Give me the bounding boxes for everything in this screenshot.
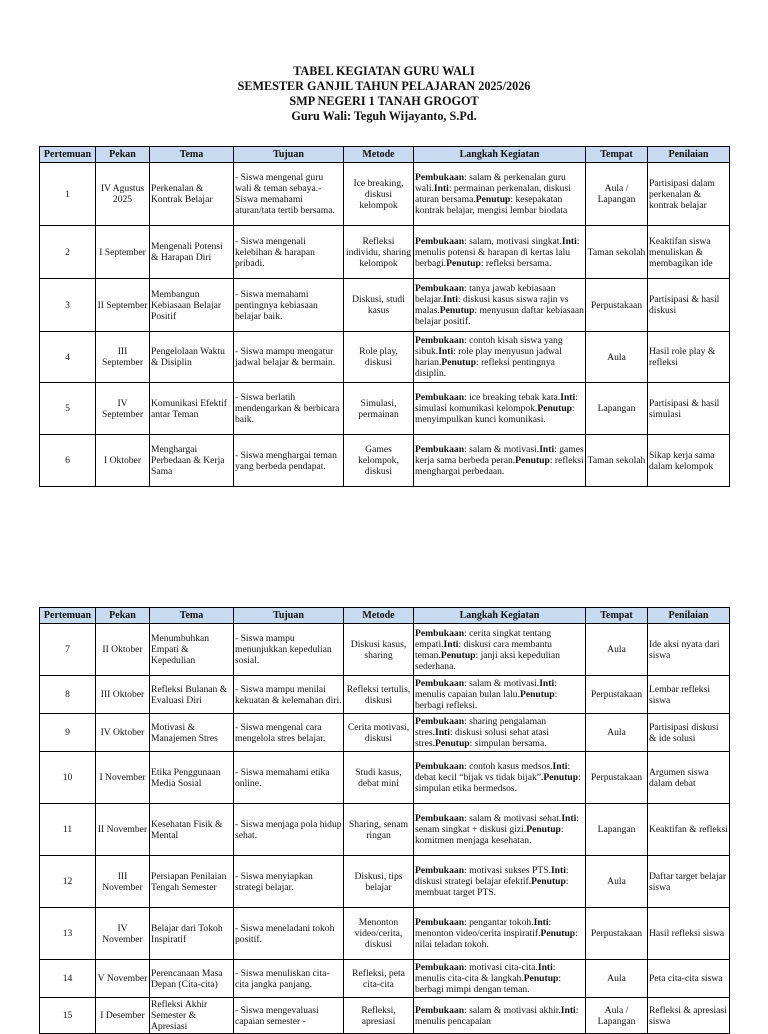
cell-tujuan: - Siswa mengenal guru wali & teman sebaya.- Siswa memahami aturan/tata tertib bersama. bbox=[234, 163, 344, 226]
step-text-penutup: : komitmen menjaga kesehatan. bbox=[415, 824, 564, 846]
cell-langkah-kegiatan bbox=[414, 804, 586, 856]
step-text-penutup: : refleksi menghargai perbedaan. bbox=[415, 455, 584, 477]
step-text-penutup: : berbagi mimpi dengan teman. bbox=[415, 973, 562, 995]
step-text-pembukaan: : sharing pengalaman stres. bbox=[415, 716, 547, 738]
step-label-penutup: Penutup bbox=[439, 305, 475, 316]
activity-table-2 bbox=[39, 607, 730, 1034]
step-label-pembukaan: Pembukaan bbox=[415, 716, 465, 727]
cell-tempat: Aula bbox=[586, 624, 648, 676]
step-text-pembukaan: : motivasi cita-cita. bbox=[464, 962, 538, 973]
cell-metode: Refleksi tertulis, diskusi bbox=[344, 676, 414, 714]
cell-tema: Persiapan Penilaian Tengah Semester bbox=[150, 856, 234, 908]
step-label-inti: Inti bbox=[442, 294, 458, 305]
cell-tema: Belajar dari Tokoh Inspiratif bbox=[150, 908, 234, 960]
cell-tempat: Perpustakaan bbox=[586, 676, 648, 714]
cell-pekan: IV September bbox=[96, 383, 150, 435]
cell-langkah-kegiatan bbox=[414, 279, 586, 332]
step-text-inti: : simulasi komunikasi kelompok. bbox=[415, 392, 578, 414]
cell-metode: Diskusi, studi kasus bbox=[344, 279, 414, 332]
step-label-penutup: Penutup bbox=[446, 257, 481, 269]
cell-tempat: Lapangan bbox=[586, 804, 648, 856]
step-text-penutup: : janji aksi kepedulian sederhana. bbox=[415, 649, 560, 672]
step-text-penutup: : membuat target PTS. bbox=[415, 876, 569, 898]
step-text-pembukaan: : salam & motivasi. bbox=[464, 444, 540, 455]
cell-tema: Mengenali Potensi & Harapan Diri bbox=[150, 226, 234, 279]
step-label-pembukaan: Pembukaan bbox=[415, 172, 465, 183]
step-label-inti: Inti bbox=[560, 392, 576, 403]
table-row bbox=[40, 624, 730, 676]
step-label-inti: Inti bbox=[550, 865, 566, 876]
step-label-inti: Inti bbox=[552, 761, 568, 772]
cell-tujuan: - Siswa menuliskan cita-cita jangka panjang. bbox=[234, 960, 344, 998]
cell-langkah-kegiatan bbox=[414, 163, 586, 226]
table-row bbox=[40, 435, 730, 487]
cell-tujuan: - Siswa berlatih mendengarkan & berbicara baik. bbox=[234, 383, 344, 435]
cell-langkah-kegiatan bbox=[414, 998, 586, 1034]
cell-tujuan: - Siswa meneladani tokoh positif. bbox=[234, 908, 344, 960]
cell-tema: Membangun Kebiasaan Belajar Positif bbox=[150, 279, 234, 332]
step-label-penutup: Penutup bbox=[523, 973, 559, 984]
cell-langkah-kegiatan bbox=[414, 908, 586, 960]
cell-pekan: II September bbox=[96, 279, 150, 332]
table-row bbox=[40, 676, 730, 714]
table-row bbox=[40, 163, 730, 226]
step-text-inti: : debat kecil “bijak vs tidak bijak”. bbox=[415, 761, 571, 783]
table-row bbox=[40, 714, 730, 752]
cell-metode: Role play, diskusi bbox=[344, 332, 414, 383]
cell-pekan: II November bbox=[96, 804, 150, 856]
cell-tema: Etika Penggunaan Media Sosial bbox=[150, 752, 234, 804]
header-row bbox=[40, 608, 730, 624]
cell-tema: Kesehatan Fisik & Mental bbox=[150, 804, 234, 856]
step-text-pembukaan: : cerita singkat tentang empati. bbox=[415, 627, 552, 650]
cell-pekan: III September bbox=[96, 332, 150, 383]
cell-tujuan: - Siswa mampu menilai kekuatan & kelemahan diri. bbox=[234, 676, 344, 714]
header-metode: Metode bbox=[344, 147, 414, 163]
cell-tema: Perkenalan & Kontrak Belajar bbox=[150, 163, 234, 226]
cell-metode: Simulasi, permainan bbox=[344, 383, 414, 435]
cell-pertemuan: 4 bbox=[40, 332, 96, 383]
cell-tempat: Perpustakaan bbox=[586, 279, 648, 332]
cell-pekan: I Oktober bbox=[96, 435, 150, 487]
cell-pekan: I Desember bbox=[96, 998, 150, 1034]
table-row bbox=[40, 908, 730, 960]
cell-langkah-kegiatan bbox=[414, 383, 586, 435]
step-label-inti: Inti bbox=[537, 962, 553, 973]
step-label-penutup: Penutup bbox=[475, 194, 511, 205]
cell-langkah-kegiatan bbox=[414, 332, 586, 383]
step-text-pembukaan: : contoh kasus medsos. bbox=[464, 761, 553, 772]
header-row bbox=[40, 147, 730, 163]
step-text-pembukaan: : salam & motivasi. bbox=[464, 678, 540, 689]
step-label-penutup: Penutup bbox=[526, 824, 561, 835]
step-label-penutup: Penutup bbox=[434, 738, 470, 749]
step-text-inti: : permainan perkenalan, diskusi aturan bersama. bbox=[415, 183, 571, 205]
cell-penilaian: Partisipasi diskusi & ide solusi bbox=[648, 714, 730, 752]
header-tema: Tema bbox=[150, 147, 234, 163]
cell-pekan: III Oktober bbox=[96, 676, 150, 714]
step-label-penutup: Penutup bbox=[441, 357, 477, 368]
step-label-inti: Inti bbox=[443, 638, 459, 650]
step-text-penutup: : berbagi refleksi. bbox=[415, 689, 558, 711]
cell-metode: Sharing, senam ringan bbox=[344, 804, 414, 856]
step-text-pembukaan: : pengantar tokoh. bbox=[464, 917, 534, 928]
step-label-pembukaan: Pembukaan bbox=[415, 813, 465, 824]
step-text-penutup: : simpulan etika bermedsos. bbox=[415, 772, 581, 794]
table-row bbox=[40, 332, 730, 383]
cell-tempat: Lapangan bbox=[586, 383, 648, 435]
cell-tujuan: - Siswa menghargai teman yang berbeda pendapat. bbox=[234, 435, 344, 487]
step-text-penutup: : menyusun daftar kebiasaan belajar positif. bbox=[415, 305, 584, 327]
step-label-inti: Inti bbox=[561, 813, 577, 824]
cell-pertemuan: 3 bbox=[40, 279, 96, 332]
cell-tempat: Aula bbox=[586, 714, 648, 752]
cell-tempat: Perpustakaan bbox=[586, 752, 648, 804]
cell-tema: Motivasi & Manajemen Stres bbox=[150, 714, 234, 752]
step-label-pembukaan: Pembukaan bbox=[415, 678, 465, 689]
cell-pertemuan: 8 bbox=[40, 676, 96, 714]
step-text-pembukaan: : tanya jawab kebiasaan belajar. bbox=[415, 283, 556, 305]
step-label-inti: Inti bbox=[434, 727, 450, 738]
step-text-inti: : menonton video/cerita inspiratif. bbox=[415, 917, 552, 939]
cell-penilaian: Peta cita-cita siswa bbox=[648, 960, 730, 998]
step-label-penutup: Penutup bbox=[515, 455, 550, 466]
cell-metode: Menonton video/cerita, diskusi bbox=[344, 908, 414, 960]
cell-metode: Studi kasus, debat mini bbox=[344, 752, 414, 804]
cell-pekan: IV Oktober bbox=[96, 714, 150, 752]
step-label-penutup: Penutup bbox=[440, 649, 476, 661]
cell-pekan: I November bbox=[96, 752, 150, 804]
table-row bbox=[40, 856, 730, 908]
step-label-pembukaan: Pembukaan bbox=[415, 335, 465, 346]
table-row bbox=[40, 279, 730, 332]
cell-tujuan: - Siswa memahami etika online. bbox=[234, 752, 344, 804]
step-label-inti: Inti bbox=[561, 235, 577, 247]
cell-tempat: Aula bbox=[586, 960, 648, 998]
cell-pertemuan: 5 bbox=[40, 383, 96, 435]
step-text-pembukaan: : salam & motivasi sehat. bbox=[464, 813, 562, 824]
cell-penilaian: Partisipasi dalam perkenalan & kontrak belajar bbox=[648, 163, 730, 226]
step-text-inti: : diskusi solusi sehat atasi stres. bbox=[415, 727, 550, 749]
cell-langkah-kegiatan bbox=[414, 960, 586, 998]
cell-pekan: V November bbox=[96, 960, 150, 998]
step-text-pembukaan: : salam, motivasi singkat. bbox=[464, 235, 562, 247]
cell-metode: Refleksi individu, sharing kelompok bbox=[344, 226, 414, 279]
cell-pekan: III November bbox=[96, 856, 150, 908]
cell-langkah-kegiatan bbox=[414, 676, 586, 714]
cell-penilaian: Ide aksi nyata dari siswa bbox=[648, 624, 730, 676]
cell-penilaian: Argumen siswa dalam debat bbox=[648, 752, 730, 804]
step-label-pembukaan: Pembukaan bbox=[415, 392, 465, 403]
step-text-inti: : menulis capaian bulan lalu. bbox=[415, 678, 557, 700]
cell-pekan: IV November bbox=[96, 908, 150, 960]
cell-metode: Games kelompok, diskusi bbox=[344, 435, 414, 487]
cell-tema: Komunikasi Efektif antar Teman bbox=[150, 383, 234, 435]
step-label-pembukaan: Pembukaan bbox=[415, 917, 465, 928]
cell-tema: Refleksi Bulanan & Evaluasi Diri bbox=[150, 676, 234, 714]
cell-penilaian: Partisipasi & hasil diskusi bbox=[648, 279, 730, 332]
table-row bbox=[40, 752, 730, 804]
step-text-penutup: : menyimpulkan kunci komunikasi. bbox=[415, 403, 575, 425]
step-text-inti: : menulis pencapaian bbox=[415, 1004, 579, 1027]
step-text-inti: : games kerja sama berbeda peran. bbox=[415, 444, 584, 466]
cell-langkah-kegiatan bbox=[414, 752, 586, 804]
header-tujuan: Tujuan bbox=[234, 608, 344, 624]
table-row bbox=[40, 226, 730, 279]
step-text-penutup: : nilai teladan tokoh. bbox=[415, 928, 578, 950]
header-langkah: Langkah Kegiatan bbox=[414, 147, 586, 163]
cell-pertemuan: 14 bbox=[40, 960, 96, 998]
header-pertemuan: Pertemuan bbox=[40, 147, 96, 163]
cell-langkah-kegiatan bbox=[414, 226, 586, 279]
cell-tema: Refleksi Akhir Semester & Apresiasi bbox=[150, 998, 234, 1034]
step-label-pembukaan: Pembukaan bbox=[415, 283, 465, 294]
cell-pertemuan: 11 bbox=[40, 804, 96, 856]
cell-tujuan: - Siswa mengenal cara mengelola stres belajar. bbox=[234, 714, 344, 752]
step-label-inti: Inti bbox=[560, 1004, 576, 1016]
header-penilaian: Penilaian bbox=[648, 147, 730, 163]
step-label-inti: Inti bbox=[433, 183, 449, 194]
header-langkah: Langkah Kegiatan bbox=[414, 608, 586, 624]
cell-tujuan: - Siswa mampu mengatur jadwal belajar & bermain. bbox=[234, 332, 344, 383]
cell-penilaian: Partisipasi & hasil simulasi bbox=[648, 383, 730, 435]
step-text-inti: : senam singkat + diskusi gizi. bbox=[415, 813, 579, 835]
cell-pekan: I September bbox=[96, 226, 150, 279]
cell-metode: Cerita motivasi, diskusi bbox=[344, 714, 414, 752]
title-line-1: TABEL KEGIATAN GURU WALI bbox=[293, 64, 475, 78]
step-text-inti: : role play menyusun jadwal harian. bbox=[415, 346, 562, 368]
title-line-4: Guru Wali: Teguh Wijayanto, S.Pd. bbox=[291, 109, 477, 123]
step-label-pembukaan: Pembukaan bbox=[415, 1004, 465, 1016]
step-label-penutup: Penutup bbox=[537, 403, 572, 414]
cell-pekan: II Oktober bbox=[96, 624, 150, 676]
cell-metode: Diskusi kasus, sharing bbox=[344, 624, 414, 676]
step-label-pembukaan: Pembukaan bbox=[415, 865, 465, 876]
cell-pertemuan: 6 bbox=[40, 435, 96, 487]
step-label-pembukaan: Pembukaan bbox=[415, 627, 465, 639]
step-text-pembukaan: : salam & perkenalan guru wali. bbox=[415, 172, 566, 194]
cell-langkah-kegiatan bbox=[414, 856, 586, 908]
step-text-pembukaan: : contoh kisah siswa yang sibuk. bbox=[415, 335, 563, 357]
step-text-inti: : diskusi kasus siswa rajin vs malas. bbox=[415, 294, 569, 316]
header-tempat: Tempat bbox=[586, 147, 648, 163]
cell-tempat: Aula bbox=[586, 856, 648, 908]
cell-metode: Refleksi, apresiasi bbox=[344, 998, 414, 1034]
cell-pertemuan: 1 bbox=[40, 163, 96, 226]
cell-penilaian: Lembar refleksi siswa bbox=[648, 676, 730, 714]
cell-penilaian: Keaktifan siswa menuliskan & membagikan ide bbox=[648, 226, 730, 279]
step-text-penutup: : refleksi pentingnya disiplin. bbox=[415, 357, 555, 379]
header-pertemuan: Pertemuan bbox=[40, 608, 96, 624]
step-label-inti: Inti bbox=[539, 444, 555, 455]
step-label-inti: Inti bbox=[533, 917, 549, 928]
title-line-3: SMP NEGERI 1 TANAH GROGOT bbox=[289, 94, 479, 108]
step-text-penutup: : refleksi bersama. bbox=[480, 257, 552, 269]
cell-tujuan: - Siswa memahami pentingnya kebiasaan belajar baik. bbox=[234, 279, 344, 332]
cell-penilaian: Sikap kerja sama dalam kelompok bbox=[648, 435, 730, 487]
cell-tempat: Aula / Lapangan bbox=[586, 998, 648, 1034]
cell-penilaian: Hasil role play & refleksi bbox=[648, 332, 730, 383]
header-penilaian: Penilaian bbox=[648, 608, 730, 624]
cell-tema: Menghargai Perbedaan & Kerja Sama bbox=[150, 435, 234, 487]
cell-pertemuan: 9 bbox=[40, 714, 96, 752]
cell-pertemuan: 15 bbox=[40, 998, 96, 1034]
table-row bbox=[40, 804, 730, 856]
cell-langkah-kegiatan bbox=[414, 624, 586, 676]
cell-tema: Perencanaan Masa Depan (Cita-cita) bbox=[150, 960, 234, 998]
cell-penilaian: Refleksi & apresiasi siswa bbox=[648, 998, 730, 1034]
cell-langkah-kegiatan bbox=[414, 435, 586, 487]
cell-pertemuan: 7 bbox=[40, 624, 96, 676]
cell-metode: Diskusi, tips belajar bbox=[344, 856, 414, 908]
step-text-inti: : menulis cita-cita & langkah. bbox=[415, 962, 556, 984]
step-label-pembukaan: Pembukaan bbox=[415, 962, 465, 973]
step-label-inti: Inti bbox=[438, 346, 454, 357]
header-tema: Tema bbox=[150, 608, 234, 624]
cell-pekan: IV Agustus 2025 bbox=[96, 163, 150, 226]
step-label-pembukaan: Pembukaan bbox=[415, 444, 465, 455]
cell-metode: Ice breaking, diskusi kelompok bbox=[344, 163, 414, 226]
header-tempat: Tempat bbox=[586, 608, 648, 624]
step-label-penutup: Penutup bbox=[540, 928, 576, 939]
cell-tempat: Aula / Lapangan bbox=[586, 163, 648, 226]
cell-pertemuan: 10 bbox=[40, 752, 96, 804]
cell-tujuan: - Siswa mampu menunjukkan kepedulian sosial. bbox=[234, 624, 344, 676]
step-label-penutup: Penutup bbox=[519, 689, 555, 700]
step-label-pembukaan: Pembukaan bbox=[415, 761, 465, 772]
header-metode: Metode bbox=[344, 608, 414, 624]
cell-penilaian: Hasil refleksi siswa bbox=[648, 908, 730, 960]
activity-table-1 bbox=[39, 146, 730, 487]
step-label-penutup: Penutup bbox=[543, 772, 579, 783]
cell-tempat: Taman sekolah bbox=[586, 226, 648, 279]
cell-tempat: Taman sekolah bbox=[586, 435, 648, 487]
step-text-pembukaan: : ice breaking tebak kata. bbox=[464, 392, 561, 403]
cell-pertemuan: 13 bbox=[40, 908, 96, 960]
cell-tujuan: - Siswa menjaga pola hidup sehat. bbox=[234, 804, 344, 856]
step-text-penutup: : kesepakatan kontrak belajar, mengisi lembar biodata bbox=[415, 194, 568, 216]
cell-tujuan: - Siswa menyiapkan strategi belajar. bbox=[234, 856, 344, 908]
step-text-inti: : diskusi strategi belajar efektif. bbox=[415, 865, 569, 887]
header-tujuan: Tujuan bbox=[234, 147, 344, 163]
table-row bbox=[40, 383, 730, 435]
cell-pertemuan: 2 bbox=[40, 226, 96, 279]
step-text-inti: : menulis potensi & harapan di kertas lalu berbagi. bbox=[415, 235, 580, 269]
step-text-pembukaan: : salam & motivasi akhir. bbox=[464, 1004, 561, 1016]
step-label-inti: Inti bbox=[539, 678, 555, 689]
cell-tujuan: - Siswa mengenali kelebihan & harapan pribadi. bbox=[234, 226, 344, 279]
cell-pertemuan: 12 bbox=[40, 856, 96, 908]
step-text-inti: : diskusi cara membantu teman. bbox=[415, 638, 552, 661]
table-row bbox=[40, 998, 730, 1034]
step-label-pembukaan: Pembukaan bbox=[415, 235, 465, 247]
title-line-2: SEMESTER GANJIL TAHUN PELAJARAN 2025/2026 bbox=[237, 79, 531, 93]
cell-langkah-kegiatan bbox=[414, 714, 586, 752]
cell-tujuan: - Siswa mengevaluasi capaian semester - bbox=[234, 998, 344, 1034]
cell-penilaian: Daftar target belajar siswa bbox=[648, 856, 730, 908]
header-pekan: Pekan bbox=[96, 147, 150, 163]
table-row bbox=[40, 960, 730, 998]
step-text-pembukaan: : motivasi sukses PTS. bbox=[464, 865, 551, 876]
cell-tema: Menumbuhkan Empati & Kepedulian bbox=[150, 624, 234, 676]
cell-penilaian: Keaktifan & refleksi bbox=[648, 804, 730, 856]
cell-tempat: Perpustakaan bbox=[586, 908, 648, 960]
step-label-penutup: Penutup bbox=[531, 876, 566, 887]
cell-tema: Pengelolaan Waktu & Disiplin bbox=[150, 332, 234, 383]
cell-tempat: Aula bbox=[586, 332, 648, 383]
step-text-penutup: : simpulan bersama. bbox=[469, 738, 547, 749]
cell-metode: Refleksi, peta cita-cita bbox=[344, 960, 414, 998]
document-title bbox=[0, 64, 768, 124]
header-pekan: Pekan bbox=[96, 608, 150, 624]
